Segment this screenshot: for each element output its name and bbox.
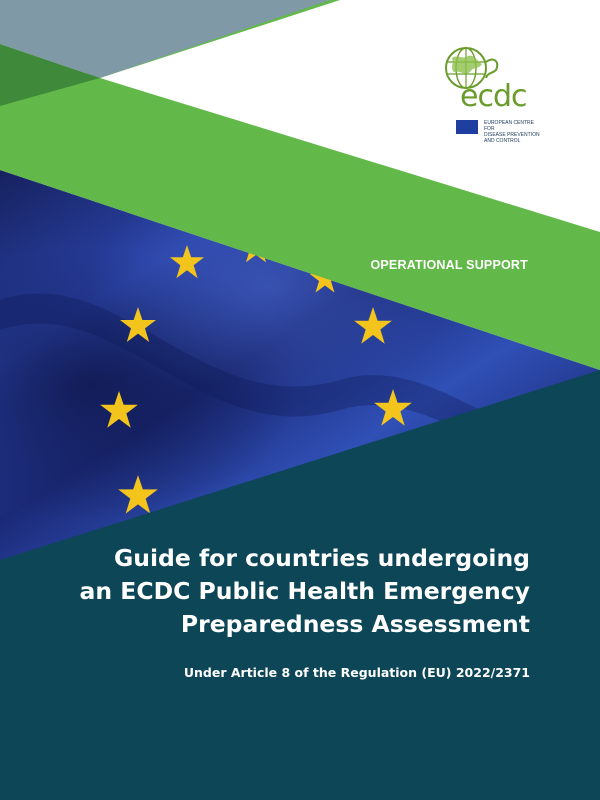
title-line: Guide for countries undergoing bbox=[113, 544, 530, 572]
category-label: OPERATIONAL SUPPORT bbox=[370, 258, 528, 272]
title-line: Preparedness Assessment bbox=[180, 610, 530, 638]
document-title bbox=[50, 542, 530, 641]
ecdc-organisation-name bbox=[484, 120, 544, 144]
title-line: an ECDC Public Health Emergency bbox=[79, 577, 530, 605]
org-line: DISEASE PREVENTION bbox=[484, 132, 540, 138]
document-subtitle: Under Article 8 of the Regulation (EU) 2022/2371 bbox=[183, 665, 530, 680]
eu-flag-icon bbox=[456, 120, 478, 134]
org-line: EUROPEAN CENTRE FOR bbox=[484, 120, 535, 132]
ecdc-logo bbox=[430, 44, 540, 144]
ecdc-wordmark: ecdc bbox=[460, 79, 527, 114]
org-line: AND CONTROL bbox=[484, 138, 521, 144]
